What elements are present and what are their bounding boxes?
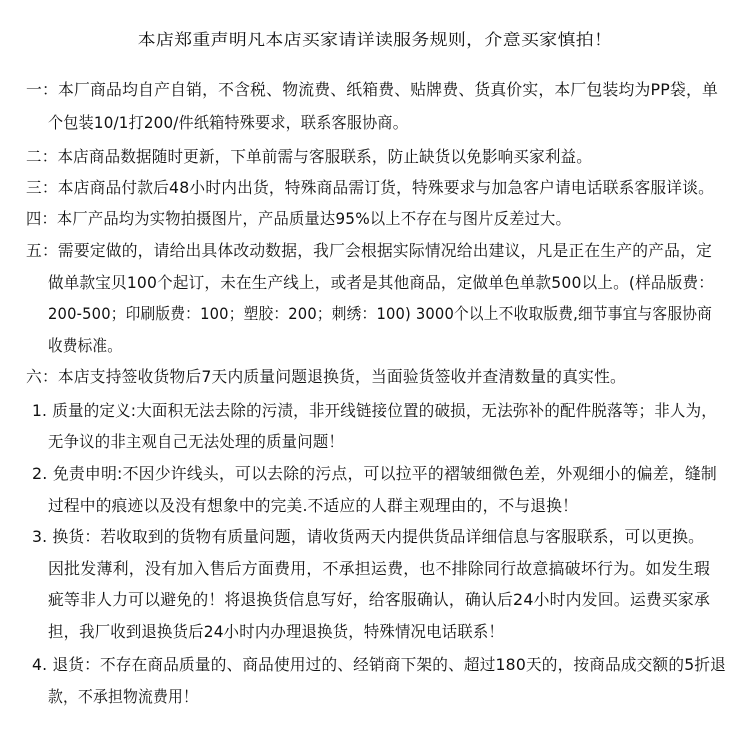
item-4-line-2: 款，不承担物流费用！ [48,687,198,706]
rule-1-line-2: 个包装10/1打200/件纸箱特殊要求，联系客服协商。 [48,113,408,132]
document-title: 本店郑重声明凡本店买家请详读服务规则，介意买家慎拍！ [137,30,613,49]
rule-4-line: 四：本厂产品均为实物拍摄图片，产品质量达95%以上不存在与图片反差过大。 [26,209,571,228]
item-2-line-2: 过程中的痕迹以及没有想象中的完美.不适应的人群主观理由的，不与退换！ [48,496,578,515]
rule-5-line-3: 200-500；印刷版费：100；塑胶：200；刺绣：100) 3000个以上不收取版费,细节事宜与客服协商 [48,304,712,323]
item-2-line-1: 2. 免责申明:不因少许线头，可以去除的污点，可以拉平的褶皱细微色差，外观细小的偏差，缝制 [32,464,717,483]
item-3-line-1: 3. 换货：若收取到的货物有质量问题，请收货两天内提供货品详细信息与客服联系，可以更换。 [32,527,704,546]
rule-5-line-4: 收费标准。 [48,336,122,355]
rule-2-line: 二：本店商品数据随时更新，下单前需与客服联系，防止缺货以免影响买家利益。 [26,147,592,166]
item-3-line-3: 疵等非人力可以避免的！将退换货信息写好，给客服确认，确认后24小时内发回。运费买家承 [48,590,710,609]
item-4-line-1: 4. 退货：不存在商品质量的、商品使用过的、经销商下架的、超过180天的，按商品成交额的5折退 [32,655,726,674]
rule-5-line-1: 五：需要定做的，请给出具体改动数据，我厂会根据实际情况给出建议，凡是正在生产的产品，定 [26,241,712,260]
rule-1-line-1: 一：本厂商品均自产自销，不含税、物流费、纸箱费、贴牌费、货真价实，本厂包装均为PP袋，单 [26,80,718,99]
rule-5-line-2: 做单款宝贝100个起订，未在生产线上，或者是其他商品，定做单色单款500以上。(样品版费： [48,273,714,292]
item-3-line-4: 担，我厂收到退换货后24小时内办理退换货，特殊情况电话联系！ [48,622,504,641]
item-1-line-1: 1. 质量的定义:大面积无法去除的污渍，非开线链接位置的破损，无法弥补的配件脱落等；非人为， [32,401,717,420]
rule-6-line: 六：本店支持签收货物后7天内质量问题退换货，当面验货签收并查清数量的真实性。 [26,367,626,386]
item-3-line-2: 因批发薄利，没有加入售后方面费用，不承担运费，也不排除同行故意搞破坏行为。如发生瑕 [48,559,710,578]
rule-3-line: 三：本店商品付款后48小时内出货，特殊商品需订货，特殊要求与加急客户请电话联系客服详谈。 [26,178,714,197]
item-1-line-2: 无争议的非主观自己无法处理的质量问题！ [48,432,344,451]
